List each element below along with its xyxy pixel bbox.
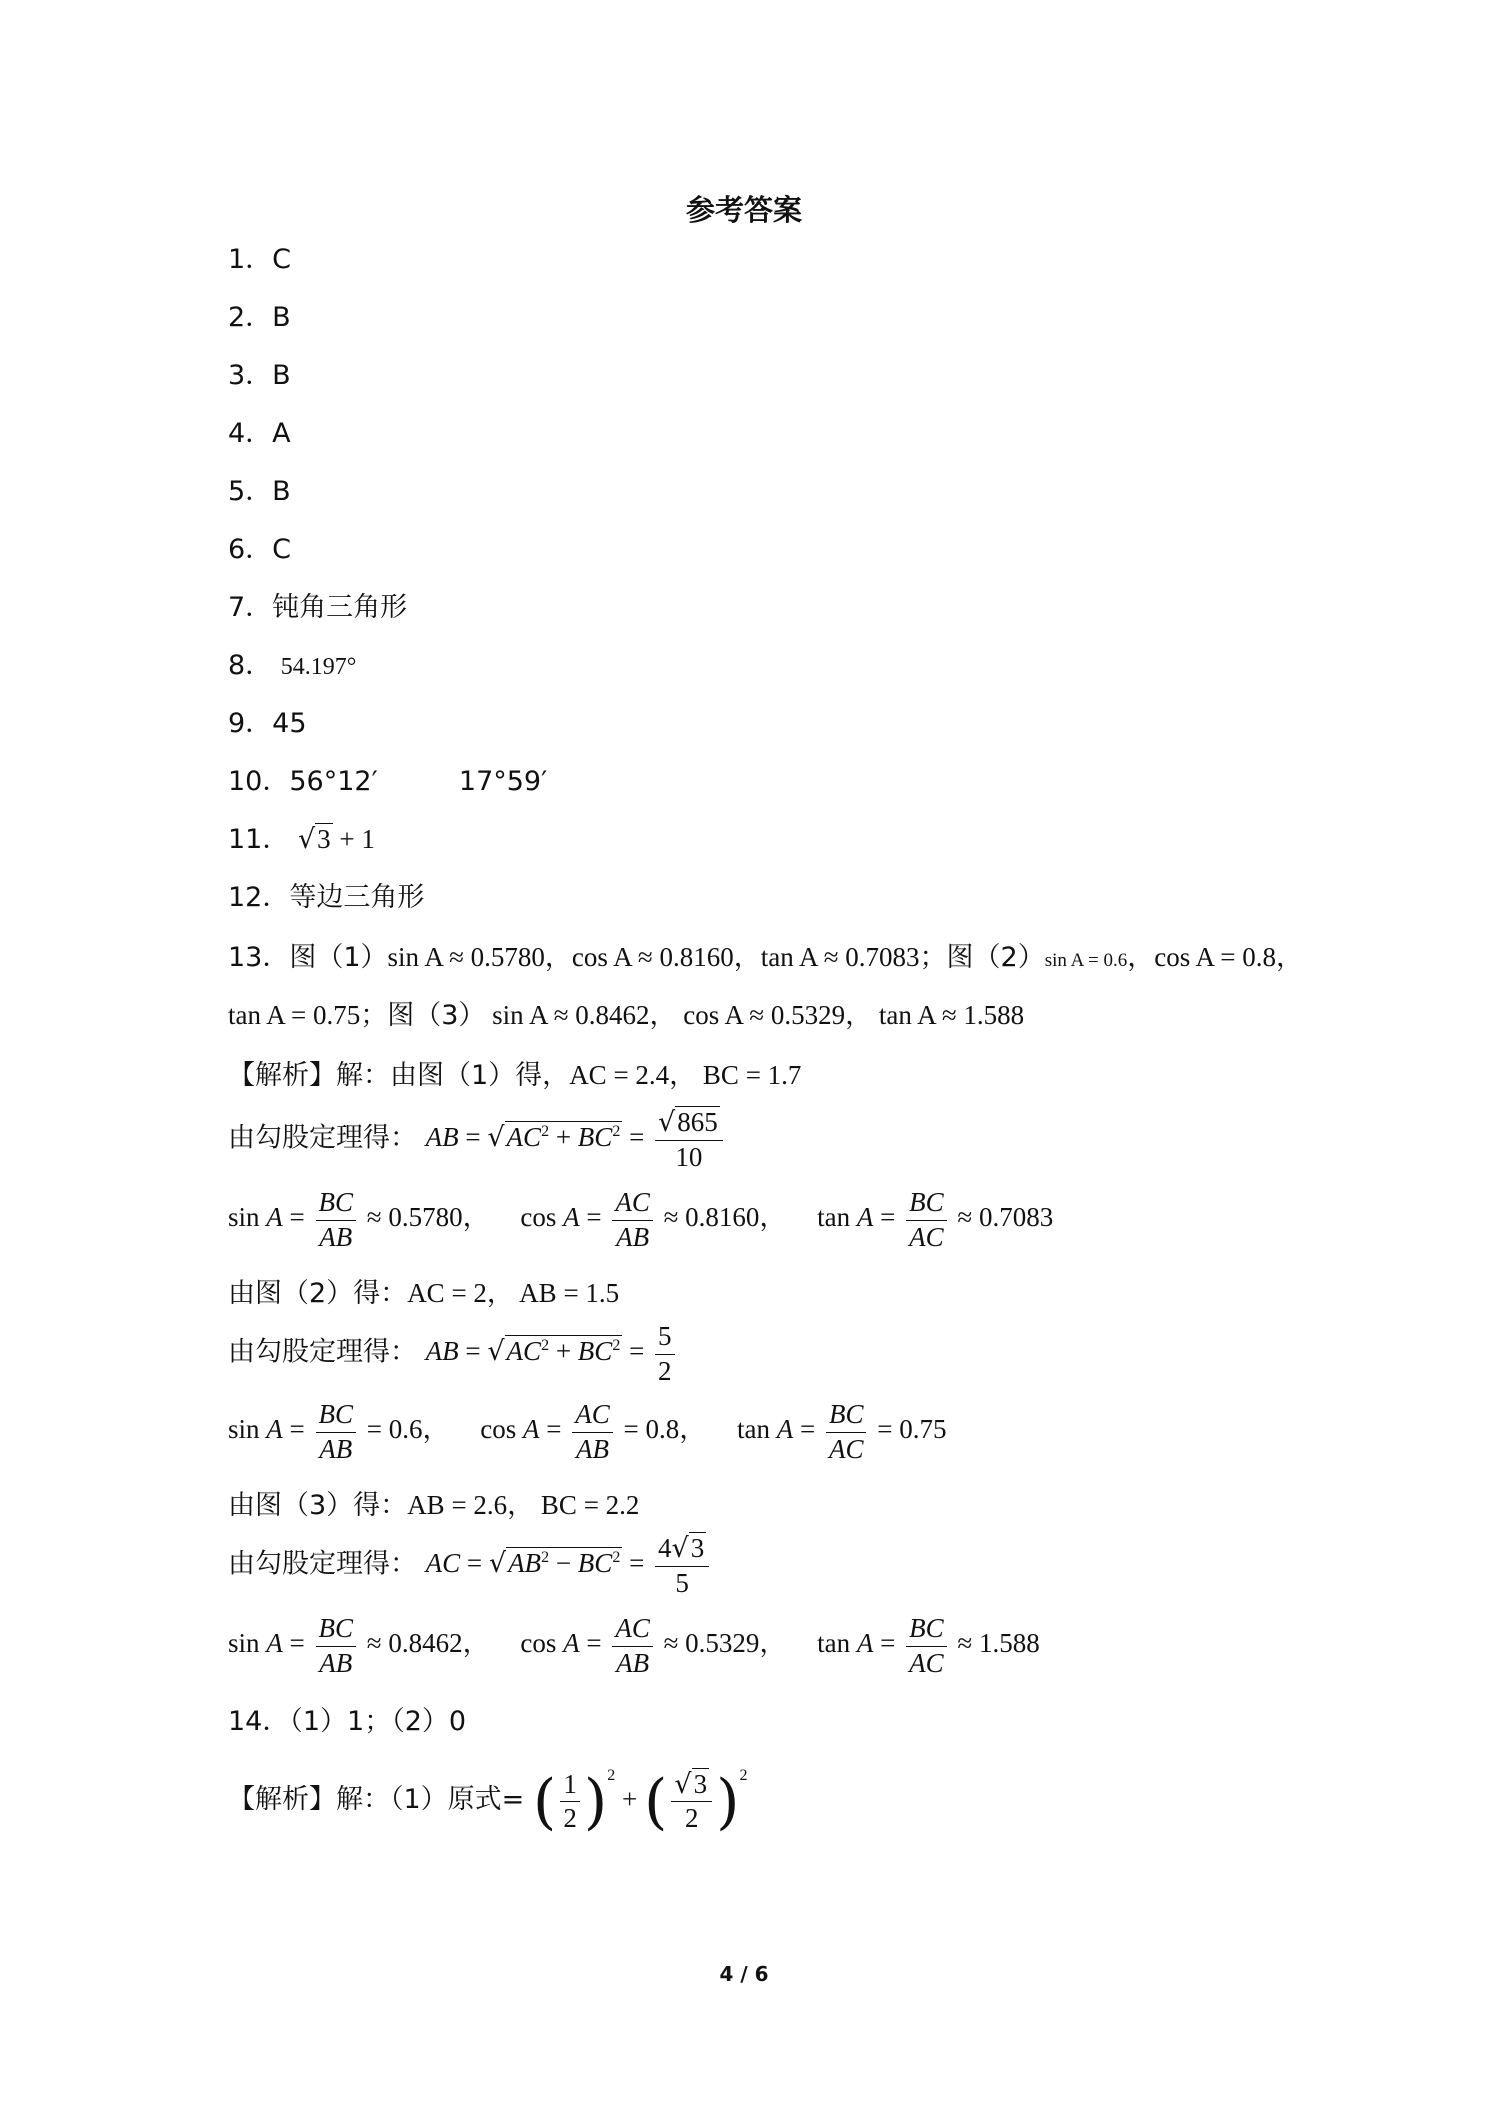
answer-8-value: 54.197° xyxy=(280,654,357,680)
analysis-fig2 xyxy=(228,1280,619,1307)
analysis-14-formula: ( $\frac{1}{2}$ )$^2$ + ( $\frac{√3}{2}$ )$^2$ xyxy=(532,1766,748,1837)
answer-12: 12．等边三角形 xyxy=(228,882,425,913)
answer-8-number: 8． xyxy=(228,650,273,681)
answer-2: 2．B xyxy=(228,302,291,333)
analysis-13-intro xyxy=(228,1062,801,1089)
trig-fig2-formula: sin A = $\frac{BC}{AB}$ = 0.6， cos A = $\frac{AC}{AB}$ = 0.8， tan A = $\frac{BC}{AC}$ = 0.75 xyxy=(228,1399,947,1464)
page-title: 参考答案 xyxy=(685,193,802,227)
answer-13-fig1-values: sin A ≈ 0.5780，cos A ≈ 0.8160，tan A ≈ 0.7083； xyxy=(387,942,947,972)
answer-5: 5．B xyxy=(228,476,291,507)
pythagoras-label: 由勾股定理得： xyxy=(228,1336,417,1368)
pythagoras-fig1 xyxy=(228,1108,727,1172)
analysis-label: 【解析】解：由图（1）得， xyxy=(228,1060,570,1091)
answer-9: 9．45 xyxy=(228,708,307,739)
answer-13-line-2 xyxy=(228,1002,1024,1029)
answer-1: 1．C xyxy=(228,244,292,275)
answer-13-fig3-values: sin A ≈ 0.8462， cos A ≈ 0.5329， tan A ≈ 1.588 xyxy=(485,1000,1025,1030)
pythagoras-fig1-formula: AB = $√AC^2 + BC^2$ = $\frac{√865}{10}$ xyxy=(426,1122,727,1152)
trig-fig1 xyxy=(228,1188,1053,1252)
fig2-values: AC = 2， AB = 1.5 xyxy=(407,1278,620,1308)
trig-fig3 xyxy=(228,1614,1040,1678)
answer-3: 3．B xyxy=(228,360,291,391)
answer-13-fig2-cos: ，cos A = 0.8， xyxy=(1127,942,1303,972)
answer-13-fig3-label: 图（3） xyxy=(387,1000,486,1031)
answer-13-fig2-sin: sin A = 0.6 xyxy=(1044,950,1128,971)
pythagoras-label: 由勾股定理得： xyxy=(228,1122,417,1154)
answer-6: 6．C xyxy=(228,534,292,565)
answer-10-first: 10．56°12′ xyxy=(228,766,378,797)
answer-8 xyxy=(228,652,356,679)
answer-10-second: 17°59′ xyxy=(458,766,548,797)
trig-fig1-formula: sin A = $\frac{BC}{AB}$ ≈ 0.5780， cos A = $\frac{AC}{AB}$ ≈ 0.8160， tan A = $\frac{BC}{AC}$ ≈ 0.7083 xyxy=(228,1187,1054,1252)
answer-13-line-1 xyxy=(228,944,1303,971)
trig-fig2 xyxy=(228,1400,946,1464)
pythagoras-fig3 xyxy=(228,1534,713,1598)
fig3-label: 由图（3）得： xyxy=(228,1490,408,1521)
answer-13-fig2-label: 图（2） xyxy=(946,942,1045,973)
pythagoras-label: 由勾股定理得： xyxy=(228,1548,417,1580)
answer-13-prefix: 13．图（1） xyxy=(228,942,388,973)
analysis-14-label: 【解析】解：（1）原式= xyxy=(228,1784,525,1815)
answer-14: 14．（1）1；（2）0 xyxy=(228,1706,467,1737)
answer-13-fig2-tan: tan A = 0.75； xyxy=(228,1000,388,1030)
analysis-fig3 xyxy=(228,1492,639,1519)
analysis-14 xyxy=(228,1766,748,1837)
answer-11-number: 11． xyxy=(228,824,290,855)
trig-fig3-formula: sin A = $\frac{BC}{AB}$ ≈ 0.8462， cos A = $\frac{AC}{AB}$ ≈ 0.5329， tan A = $\frac{BC}{AC}$ ≈ 1.588 xyxy=(228,1613,1040,1678)
pythagoras-fig3-formula: AC = $√AB^2 - BC^2$ = $\frac{4√3}{5}$ xyxy=(426,1548,714,1578)
answer-4: 4．A xyxy=(228,418,291,449)
pythagoras-fig2 xyxy=(228,1322,679,1386)
answer-11 xyxy=(228,826,375,853)
pythagoras-fig2-formula: AB = $√AC^2 + BC^2$ = $\frac{5}{2}$ xyxy=(426,1336,679,1366)
page-number: 4 / 6 xyxy=(719,1962,769,1986)
fig3-values: AB = 2.6， BC = 2.2 xyxy=(407,1490,640,1520)
answer-11-expression: √3 + 1 xyxy=(297,824,375,855)
analysis-fig1-values: AC = 2.4， BC = 1.7 xyxy=(569,1060,802,1090)
answer-7: 7．钝角三角形 xyxy=(228,592,408,623)
fig2-label: 由图（2）得： xyxy=(228,1278,408,1309)
answer-10 xyxy=(228,768,547,795)
